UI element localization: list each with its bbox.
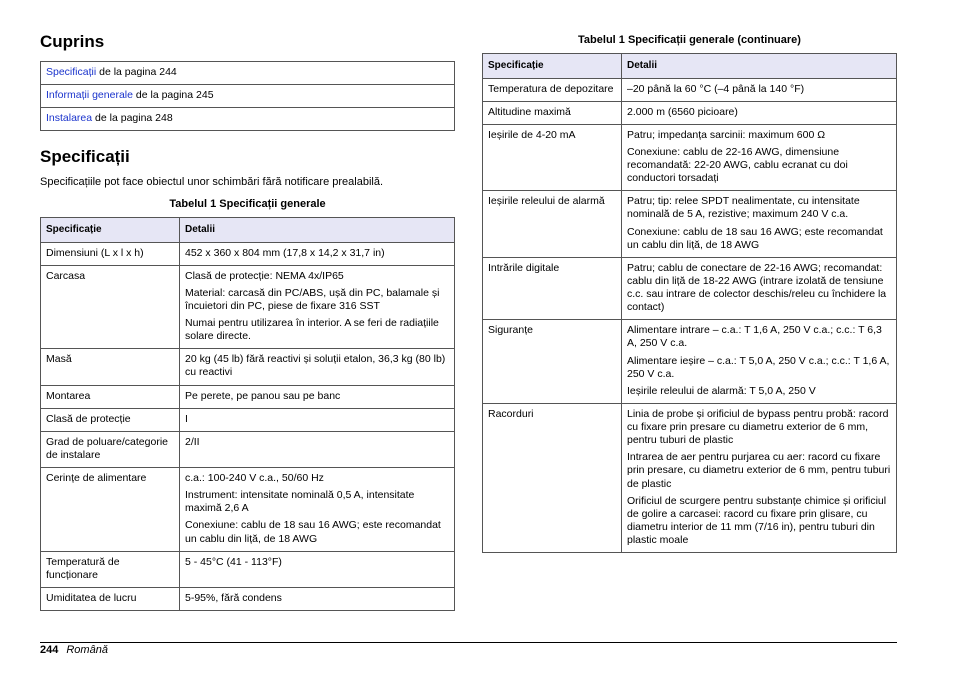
table1-body xyxy=(41,242,455,611)
table-row xyxy=(41,349,455,385)
header-detalii: Detalii xyxy=(622,54,897,79)
page-number: 244 xyxy=(40,644,59,656)
page-footer xyxy=(40,644,108,658)
spec-details xyxy=(180,265,455,349)
spec-detail-line: Patru; cablu de conectare de 22-16 AWG; recomandat: cablu din liță de 18-22 AWG (intrare izolată de tensiune c.c. sau intrare de colector deschis/releu cu închidere la contact) xyxy=(627,261,887,314)
spec-details xyxy=(622,257,897,320)
header-detalii: Detalii xyxy=(180,218,455,243)
toc-row xyxy=(41,62,455,85)
toc-page-ref: de la pagina 245 xyxy=(132,89,214,102)
spec-detail-line: Conexiune: cablu de 18 sau 16 AWG; este recomandat un cablu din liță, de 18 AWG xyxy=(185,519,441,545)
spec-detail-line: Instrument: intensitate nominală 0,5 A, intensitate maximă 2,6 A xyxy=(185,489,415,515)
spec-key: Ieșirile de 4-20 mA xyxy=(483,124,622,191)
spec-key: Temperatură de funcționare xyxy=(41,551,180,587)
table-row xyxy=(483,320,897,404)
table1-caption: Tabelul 1 Specificații generale xyxy=(169,198,326,210)
spec-details xyxy=(622,191,897,258)
spec-key: Dimensiuni (L x l x h) xyxy=(41,242,180,265)
table-row xyxy=(41,587,455,610)
spec-detail-line: Ieșirile releului de alarmă: T 5,0 A, 250 V xyxy=(627,384,816,397)
spec-details xyxy=(622,403,897,552)
table1cont-caption: Tabelul 1 Specificații generale (continuare) xyxy=(578,34,801,46)
spec-detail-line: Intrarea de aer pentru purjarea cu aer: racord cu fixare prin presare, cu diametru exterior de 6 mm, pentru tuburi de plastic xyxy=(627,451,891,490)
spec-details xyxy=(180,349,455,385)
spec-key: Montarea xyxy=(41,385,180,408)
table-row xyxy=(41,431,455,467)
toc-link-instalarea[interactable]: Instalarea xyxy=(46,112,93,125)
spec-detail-line: Orificiul de scurgere pentru substanțe chimice și orificiul de golire a carcasei: racord cu fixare prin glisare, cu diametru interior de 11 mm (7/16 in), pentru tuburi din plastic moale xyxy=(627,494,887,546)
spec-details xyxy=(180,385,455,408)
toc-link-specificatii[interactable]: Specificații xyxy=(46,66,97,79)
spec-detail-line: c.a.: 100-240 V c.a., 50/60 Hz xyxy=(185,472,324,484)
spec-details xyxy=(180,551,455,587)
spec-detail-line: 20 kg (45 lb) fără reactivi și soluții etalon, 36,3 kg (80 lb) cu reactivi xyxy=(185,353,446,379)
spec-detail-line: Alimentare ieșire – c.a.: T 5,0 A, 250 V c.a.; c.c.: T 1,6 A, 250 V c.a. xyxy=(627,354,890,380)
spec-detail-line: 2/II xyxy=(185,435,200,448)
table-row xyxy=(41,242,455,265)
spec-key: Siguranțe xyxy=(483,320,622,404)
table-header-row xyxy=(483,54,897,79)
table-row xyxy=(483,403,897,552)
footer-divider xyxy=(40,642,897,643)
spec-detail-line: Alimentare intrare – c.a.: T 1,6 A, 250 V c.a.; c.c.: T 6,3 A, 250 V c.a. xyxy=(627,324,882,350)
footer-language: Română xyxy=(66,644,108,656)
spec-key: Masă xyxy=(41,349,180,385)
toc-page-ref: de la pagina 248 xyxy=(92,112,173,125)
spec-key: Clasă de protecție xyxy=(41,408,180,431)
spec-key: Carcasa xyxy=(41,265,180,349)
spec-detail-line: 452 x 360 x 804 mm (17,8 x 14,2 x 31,7 in) xyxy=(185,246,385,259)
spec-detail-line: Patru; impedanța sarcinii: maximum 600 Ω xyxy=(627,128,826,141)
spec-key: Temperatura de depozitare xyxy=(483,78,622,101)
table-row xyxy=(483,78,897,101)
spec-key: Intrările digitale xyxy=(483,257,622,320)
toc-table xyxy=(40,61,455,131)
table-row xyxy=(483,257,897,320)
spec-details xyxy=(622,124,897,191)
spec-details xyxy=(180,242,455,265)
toc-title: Cuprins xyxy=(40,32,105,51)
toc-link-informatii[interactable]: Informații generale xyxy=(46,89,133,102)
spec-key: Cerințe de alimentare xyxy=(41,468,180,552)
spec-detail-line: Conexiune: cablu de 18 sau 16 AWG; este recomandat un cablu din liță, de 18 AWG xyxy=(627,225,883,251)
spec-detail-line: Conexiune: cablu de 22-16 AWG, dimensiune recomandată: 22-20 AWG, cablu ecranat cu doi conductori torsadați xyxy=(627,145,848,185)
table-header-row xyxy=(41,218,455,243)
spec-details xyxy=(622,320,897,404)
section-intro: Specificațiile pot face obiectul unor schimbări fără notificare prealabilă. xyxy=(40,176,384,188)
table-row xyxy=(483,101,897,124)
spec-key: Umiditatea de lucru xyxy=(41,587,180,610)
spec-detail-line: Clasă de protecție: NEMA 4x/IP65 xyxy=(185,269,344,282)
spec-detail-line: Linia de probe și orificiul de bypass pentru probă: racord cu fixare prin presare cu diametru exterior de 6 mm, pentru tuburi de plastic xyxy=(627,407,889,447)
spec-table-continued xyxy=(482,53,897,553)
header-specificatie: Specificație xyxy=(483,54,622,79)
table1cont-body xyxy=(483,78,897,553)
spec-detail-line: Patru; tip: relee SPDT nealimentate, cu intensitate nominală de 5 A, rezistive; maximum 240 V c.a. xyxy=(627,195,860,221)
spec-key: Racorduri xyxy=(483,403,622,552)
table-row xyxy=(41,551,455,587)
header-specificatie: Specificație xyxy=(41,218,180,243)
section-title: Specificații xyxy=(40,147,130,166)
table-row xyxy=(41,385,455,408)
spec-key: Ieșirile releului de alarmă xyxy=(483,191,622,258)
spec-detail-line: 5-95%, fără condens xyxy=(185,591,282,604)
table-row xyxy=(41,265,455,349)
table-row xyxy=(41,408,455,431)
spec-detail-line: –20 până la 60 °C (–4 până la 140 °F) xyxy=(627,82,805,95)
spec-details xyxy=(180,431,455,467)
table-row xyxy=(483,124,897,191)
spec-key: Altitudine maximă xyxy=(483,101,622,124)
spec-key: Grad de poluare/categorie de instalare xyxy=(41,431,180,467)
spec-detail-line: 2.000 m (6560 picioare) xyxy=(627,105,738,118)
spec-details xyxy=(622,78,897,101)
spec-detail-line: Numai pentru utilizarea în interior. A se feri de radiațiile solare directe. xyxy=(185,317,439,343)
spec-details xyxy=(180,468,455,552)
spec-detail-line: I xyxy=(185,412,188,425)
toc-page-ref: de la pagina 244 xyxy=(96,66,177,79)
spec-details xyxy=(180,408,455,431)
spec-detail-line: 5 - 45°C (41 - 113°F) xyxy=(185,555,282,568)
spec-details xyxy=(180,587,455,610)
table-row xyxy=(483,191,897,258)
spec-details xyxy=(622,101,897,124)
spec-table-general xyxy=(40,217,455,611)
toc-row xyxy=(41,108,455,131)
table-row xyxy=(41,468,455,552)
spec-detail-line: Pe perete, pe panou sau pe banc xyxy=(185,389,341,402)
spec-detail-line: Material: carcasă din PC/ABS, ușă din PC, balamale și încuietori din PC, piese de fixare 316 SST xyxy=(185,286,440,312)
toc-row xyxy=(41,85,455,108)
